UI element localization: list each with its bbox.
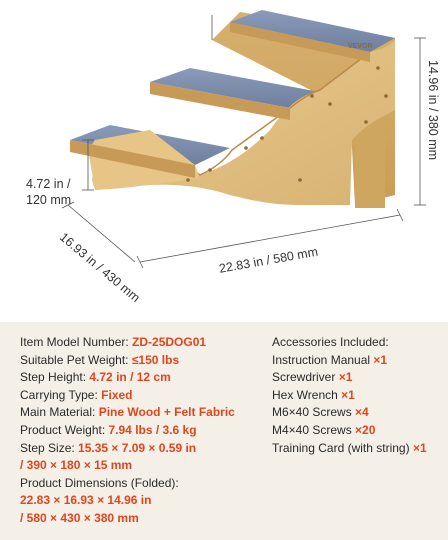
spec-row — [20, 422, 270, 440]
accessory-row — [272, 387, 442, 405]
spec-value: / 580 × 430 × 380 mm — [20, 510, 139, 525]
accessory-value: ×1 — [338, 370, 353, 385]
step-height-label: 4.72 in / 120 mm — [26, 177, 72, 207]
spec-panel — [0, 322, 448, 540]
spec-list — [20, 334, 270, 528]
spec-label: Step Size: — [20, 440, 79, 455]
accessory-label: Training Card (with string) — [272, 440, 413, 455]
accessory-row — [272, 422, 442, 440]
accessory-row — [272, 369, 442, 387]
spec-label: Carrying Type: — [20, 387, 102, 402]
spec-label: Suitable Pet Weight: — [20, 352, 132, 367]
accessory-value: ×4 — [355, 405, 369, 420]
height-label: 14.96 in / 380 mm — [426, 60, 440, 161]
spec-row — [20, 510, 270, 528]
accessory-label: Hex Wrench — [272, 387, 342, 402]
spec-label: Product Dimensions (Folded): — [20, 475, 179, 490]
accessory-value: ×1 — [373, 352, 388, 367]
spec-row — [20, 334, 270, 352]
spec-row — [20, 352, 270, 370]
accessory-value: ×20 — [355, 422, 376, 437]
spec-row — [20, 404, 270, 422]
accessory-label: M6×40 Screws — [272, 405, 356, 420]
accessory-label: Instruction Manual — [272, 352, 374, 367]
depth-label: 16.93 in / 430 mm — [57, 230, 143, 306]
accessory-row — [272, 352, 442, 370]
spec-value: 22.83 × 16.93 × 14.96 in — [20, 493, 152, 508]
spec-value: 15.35 × 7.09 × 0.59 in — [78, 440, 197, 455]
spec-row — [20, 457, 270, 475]
accessory-label: M4×40 Screws — [272, 422, 356, 437]
spec-label: Product Weight: — [20, 422, 109, 437]
accessory-value: ×1 — [341, 387, 355, 402]
spec-value: 7.94 lbs / 3.6 kg — [108, 422, 197, 437]
spec-row — [20, 369, 270, 387]
spec-row — [20, 387, 270, 405]
spec-row — [20, 492, 270, 510]
accessory-label: Screwdriver — [272, 370, 339, 385]
accessory-row — [272, 440, 442, 458]
spec-value: ZD-25DOG01 — [132, 335, 207, 349]
spec-label: Main Material: — [20, 405, 99, 420]
spec-value: 4.72 in / 12 cm — [89, 370, 171, 385]
brand-label: VEVOR — [348, 43, 373, 50]
accessory-row — [272, 404, 442, 422]
spec-row — [20, 475, 270, 493]
spec-value: Pine Wood + Felt Fabric — [98, 405, 235, 420]
width-label: 22.83 in / 580 mm — [218, 244, 319, 276]
accessories-title: Accessories Included: — [272, 335, 389, 349]
spec-value: Fixed — [101, 387, 133, 402]
accessories-list — [272, 334, 442, 457]
spec-value: ≤150 lbs — [131, 352, 180, 367]
spec-row — [20, 440, 270, 458]
accessory-value: ×1 — [412, 440, 427, 455]
spec-label: Item Model Number: — [20, 335, 133, 349]
spec-value: / 390 × 180 × 15 mm — [20, 458, 133, 473]
spec-label: Step Height: — [20, 370, 90, 385]
